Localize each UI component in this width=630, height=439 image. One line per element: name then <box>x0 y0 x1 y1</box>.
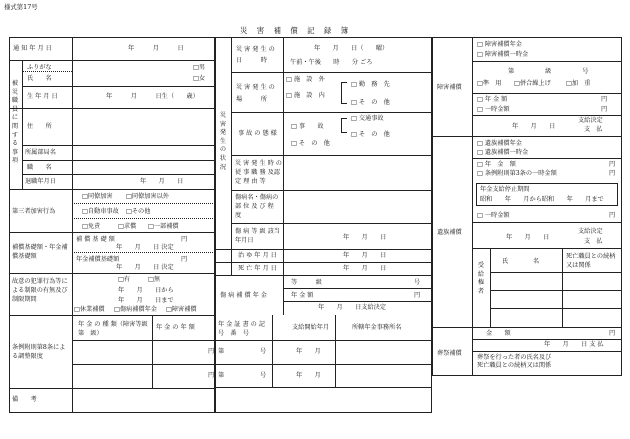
funeral-amount-yen: 円 <box>609 330 616 337</box>
funeral-pay-date: 年 月 日 支 払 <box>544 341 604 348</box>
opt-other[interactable]: □その他 <box>126 208 151 215</box>
base-yen: 円 <box>181 236 188 243</box>
grade-opt-apply[interactable]: □準 用 <box>477 80 502 87</box>
survivor-pay-date: 年 月 日 <box>506 234 550 241</box>
disability-lump[interactable]: □ 一時金額 <box>477 106 510 113</box>
recipient-relation-header: 死亡職員との続柄又は関係 <box>566 253 616 269</box>
limit-label: 故意の犯罪行為等による制限の有無及び制限期間 <box>12 278 68 303</box>
base-decided: 年 月 日 決定 <box>116 244 174 251</box>
grade-opt-combined[interactable]: □併合繰上げ <box>514 80 551 87</box>
death-date-value: 年 月 日 <box>343 265 387 272</box>
retire-value: 年 月 日 <box>140 178 184 185</box>
start-ym-header: 支給開始年月 <box>292 324 330 331</box>
opt-colleague[interactable]: □同僚加害 <box>82 193 113 200</box>
dept-label: 所属部局名 <box>25 149 56 156</box>
base-amount-section-label: 補償基礎額・年金補償基礎額 <box>12 244 68 260</box>
place-inside[interactable]: □ 施 設 内 <box>286 92 325 99</box>
survivor-pension-opt[interactable]: □ 遺族補償年金 <box>477 140 522 147</box>
disaster-status-label: 災害発生の状況 <box>219 112 227 171</box>
birth-label: 生 年 月 日 <box>27 93 58 100</box>
notice-date-value: 年 月 日 <box>128 45 184 52</box>
pension-base-label: 年金補償基礎額 <box>76 256 120 263</box>
survivor-lump-yen: 円 <box>609 212 616 219</box>
duty-label: 災 害 発 生 時 の従 事 職 務 及認 定 理 由 等 <box>235 160 282 185</box>
sickness-pay-date: 年 月 日支給決定 <box>318 304 387 311</box>
adj-row2-yen: 円 <box>208 372 215 379</box>
grade-date-value: 年 月 日 <box>343 234 387 241</box>
disability-label: 障害補償 <box>437 84 462 91</box>
disability-pay-date: 年 月 日 <box>512 123 556 130</box>
third-party-label: 第三者加害行為 <box>12 208 56 215</box>
limit-to: 年 月 日まで <box>118 297 174 304</box>
disability-grade-row: 第 級 号 <box>508 68 589 75</box>
furigana-label: ふりがな <box>27 64 52 71</box>
sickness-grade-unit: 号 <box>414 279 421 286</box>
disability-lump-yen: 円 <box>601 106 608 113</box>
survivor-ordinance-yen: 円 <box>609 170 616 177</box>
place-outside[interactable]: □ 施 設 外 <box>286 76 325 83</box>
survivor-ordinance[interactable]: □ 条例附則第3条の一時金額 <box>477 170 557 177</box>
job-label: 職 名 <box>27 164 52 171</box>
birth-value: 年 月 日生（ 歳） <box>106 93 199 100</box>
disability-lump-opt[interactable]: □ 障害補償一時金 <box>477 51 529 58</box>
limit-yes[interactable]: □有 <box>118 276 131 283</box>
opt-car-accident[interactable]: □自動車事故 <box>82 208 119 215</box>
limit-no[interactable]: □無 <box>148 276 161 283</box>
name-label: 氏 名 <box>27 75 52 82</box>
limit-opt-disability[interactable]: □障害補償 <box>166 306 197 313</box>
stop-period-value: 昭和 年 月から昭和 年 月まで <box>480 196 604 203</box>
grade-date-label: 傷 病 等 級 該当年月日 <box>235 228 280 244</box>
adj-row2-dai: 第 <box>218 372 225 379</box>
datetime-value-time: 午前・午後 時 分 ごろ <box>290 59 373 66</box>
pension-decided: 年 月 日 決定 <box>116 264 174 271</box>
pension-amount-header: 年 金 の 年 額 <box>156 324 195 331</box>
survivor-label: 遺族補償 <box>437 229 462 236</box>
victim-section-label: 被災職員に関する事項 <box>11 80 19 165</box>
disability-pension-opt[interactable]: □ 障害補償年金 <box>477 41 522 48</box>
office-header: 所轄年金事務所名 <box>352 324 402 331</box>
recipients-label: 受給権者 <box>477 262 485 295</box>
place-other[interactable]: □ そ の 他 <box>351 99 390 106</box>
limit-from: 年 月 日から <box>118 287 174 294</box>
limit-opt-sick-pension[interactable]: □傷病補償年金 <box>114 306 157 313</box>
funeral-doer-label: 葬祭を行った者の氏名及び死亡職員との続柄又は関係 <box>477 354 552 369</box>
pension-yen: 円 <box>181 256 188 263</box>
disability-yearly-yen: 円 <box>601 96 608 103</box>
address-label: 住 所 <box>27 123 52 130</box>
form-other[interactable]: □ そ の 他 <box>291 140 330 147</box>
opt-non-colleague[interactable]: □同僚加害以外 <box>126 193 169 200</box>
form-accident[interactable]: □ 事 故 <box>291 123 324 130</box>
funeral-amount-label: 金 額 <box>486 330 511 337</box>
female-checkbox[interactable]: □女 <box>193 75 206 82</box>
accident-form-label: 事 故 の 態 様 <box>238 130 277 137</box>
survivor-amount-yen: 円 <box>609 161 616 168</box>
form-other-2[interactable]: □ そ の 他 <box>351 131 390 138</box>
disability-pay: 支 払 <box>584 126 603 133</box>
sickness-annual-label: 年 金 額 <box>291 292 314 299</box>
survivor-lump-amount[interactable]: □ 一時金額 <box>477 212 510 219</box>
survivor-pay: 支 払 <box>584 238 603 245</box>
retire-label: 退職年月日 <box>25 178 56 185</box>
survivor-amount[interactable]: □ 年 金 額 <box>477 161 516 168</box>
adj-row2-ym: 年 月 <box>296 372 321 379</box>
adj-row2-gou: 号 <box>260 372 267 379</box>
place-label: 災 害 発 生 の 場 所 <box>236 84 275 103</box>
remarks-label: 備 考 <box>12 396 37 403</box>
limit-opt-leave[interactable]: □休業補償 <box>74 306 105 313</box>
page-title: 災 害 補 償 記 録 簿 <box>240 26 350 35</box>
sickness-annual-unit: 円 <box>414 292 421 299</box>
injury-label: 傷病名・傷病の 部 位 及 び 程 度 <box>235 194 293 219</box>
cert-no-header: 年 金 証 書 の 記 号 番 号 <box>218 321 272 337</box>
cure-date-value: 年 月 日 <box>343 252 387 259</box>
datetime-value-date: 年 月 日（ 曜） <box>314 45 389 52</box>
datetime-label: 災 害 発 生 の 日 時 <box>236 46 275 64</box>
adjustment-label: 条例附則第8条による調整限度 <box>12 344 66 360</box>
survivor-decide: 支給決定 <box>578 228 603 235</box>
opt-exempt[interactable]: □免責 <box>82 223 101 230</box>
disability-decide: 支給決定 <box>578 117 603 124</box>
male-checkbox[interactable]: □男 <box>193 64 206 71</box>
survivor-lump-opt[interactable]: □ 遺族補償一時金 <box>477 149 529 156</box>
opt-partial[interactable]: □一部補償 <box>148 223 179 230</box>
adj-row1-ym: 年 月 <box>296 348 321 355</box>
sickness-grade-label: 等 級 <box>291 279 322 286</box>
adj-row1-dai: 第 <box>218 348 225 355</box>
funeral-label: 葬祭補償 <box>437 350 462 357</box>
grade-opt-aggravate[interactable]: □加 重 <box>566 80 591 87</box>
adj-row1-yen: 円 <box>208 348 215 355</box>
adj-row1-gou: 号 <box>260 348 267 355</box>
opt-claim[interactable]: □求償 <box>118 223 137 230</box>
base-amount-label: 補 償 基 礎 額 <box>76 236 115 243</box>
form-number: 様式第17号 <box>4 3 38 11</box>
death-date-label: 死 亡 年 月 日 <box>238 265 277 272</box>
pension-type-header: 年 金 の 種 類（障害等級第 級） <box>78 321 148 337</box>
sickness-pension-label: 傷 病 補 償 年 金 <box>220 292 267 299</box>
form-traffic[interactable]: □ 交通事故 <box>351 115 384 122</box>
place-workplace[interactable]: □ 勤 務 先 <box>351 81 390 88</box>
cure-date-label: 治 ゆ 年 月 日 <box>238 252 277 259</box>
notice-date-label: 通 知 年 月 日 <box>13 45 52 52</box>
recipient-name-header: 氏 名 <box>502 258 540 265</box>
stop-period-label: 年金支給停止期間 <box>480 186 530 193</box>
disability-yearly[interactable]: □ 年 金 額 <box>477 96 508 103</box>
